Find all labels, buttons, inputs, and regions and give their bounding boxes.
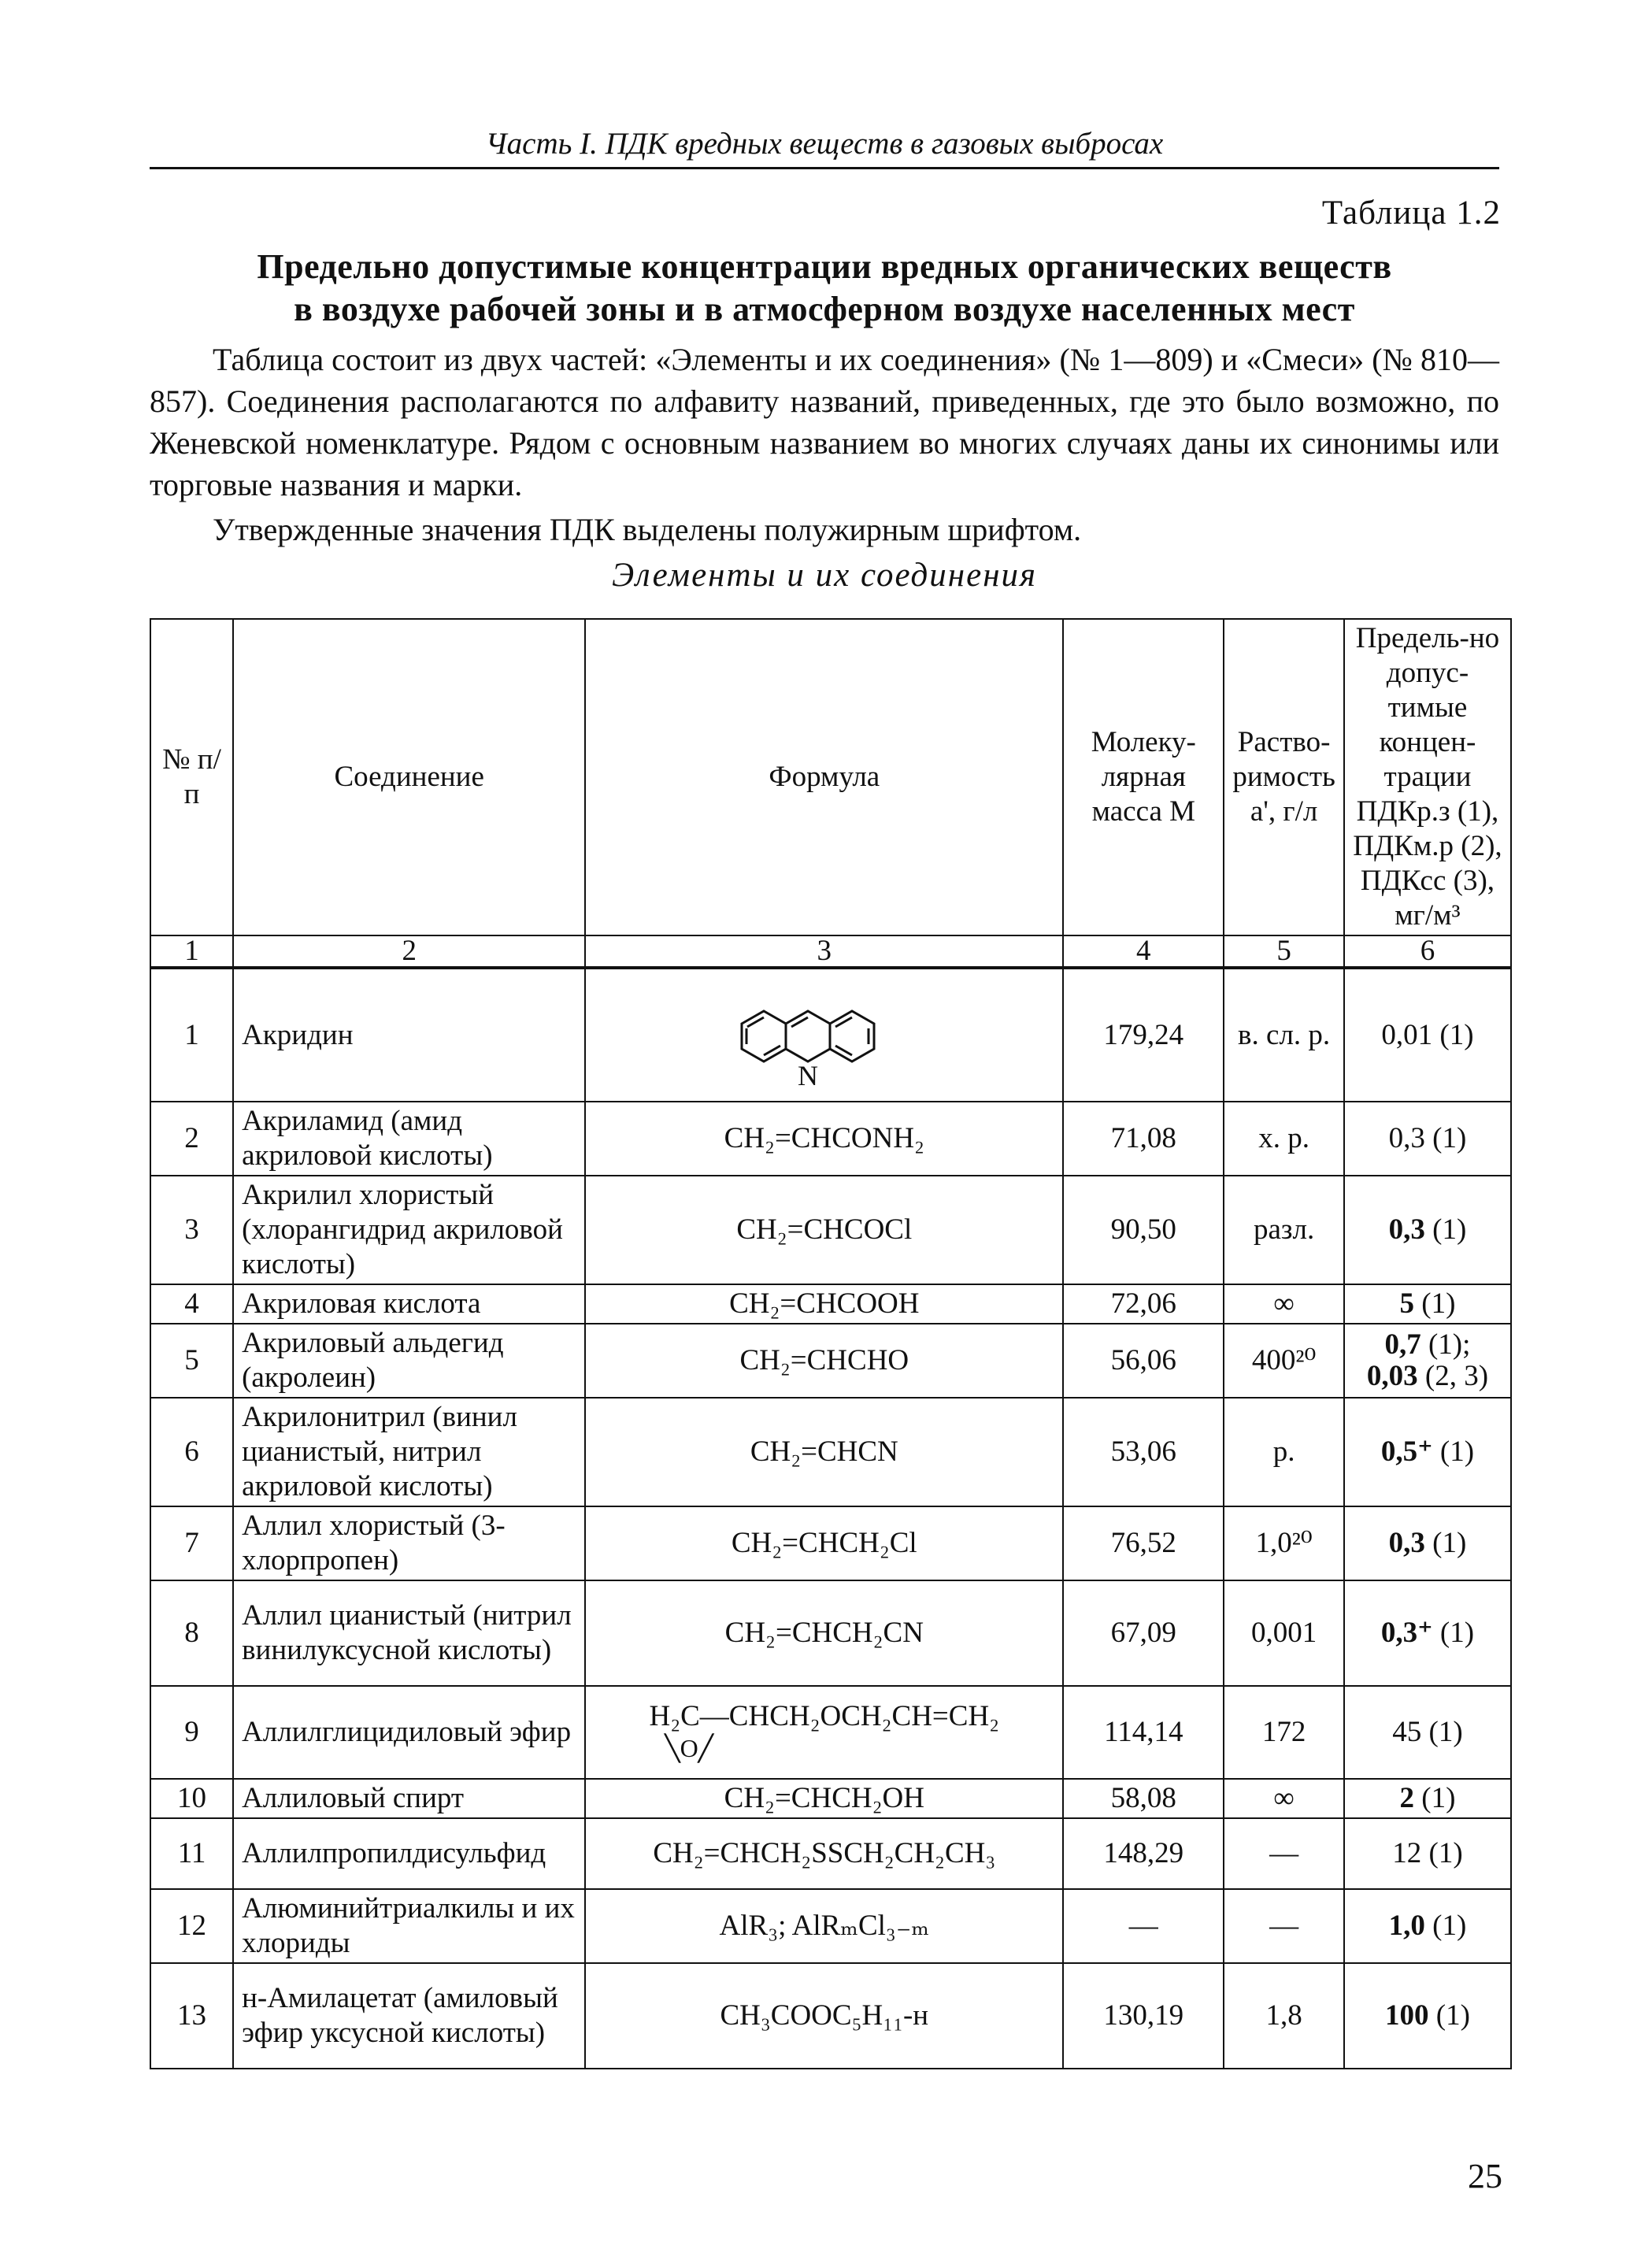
compound-name: Акридин (233, 968, 585, 1102)
solubility: х. р. (1224, 1102, 1344, 1176)
pdk-rest: (1) (1432, 1436, 1475, 1468)
compound-name: Аллил хлористый (3-хлорпропен) (233, 1506, 585, 1580)
solubility: 1,8 (1224, 1963, 1344, 2069)
pdk-value (1344, 1779, 1511, 1818)
table-header-row (150, 619, 1511, 935)
row-number: 12 (150, 1889, 233, 1963)
molecular-mass: 90,50 (1063, 1176, 1224, 1284)
table-row (150, 1102, 1511, 1176)
header-mass: Молеку-лярная масса M (1063, 619, 1224, 935)
solubility: — (1224, 1818, 1344, 1889)
table-row (150, 1818, 1511, 1889)
pdk-bold: 0,3 (1388, 1527, 1425, 1559)
pdk-rest: (1) (1424, 1527, 1467, 1559)
pdk-bold: 0,3⁺ (1380, 1617, 1433, 1649)
table-title-line: Предельно допустимые концентрации вредных органических веществ (257, 247, 1392, 286)
column-number: 6 (1344, 935, 1511, 968)
formula: CH₃COOC₅H₁₁-н (585, 1963, 1063, 2069)
solubility: 172 (1224, 1686, 1344, 1779)
solubility: в. сл. р. (1224, 968, 1344, 1102)
pdk-bold: 0,03 (1366, 1360, 1418, 1392)
molecular-mass: 58,08 (1063, 1779, 1224, 1818)
pdk-value (1344, 1580, 1511, 1686)
solubility: — (1224, 1889, 1344, 1963)
pdk-bold: 0,3 (1388, 1213, 1425, 1246)
table-title-line: в воздухе рабочей зоны и в атмосферном воздухе населенных мест (294, 290, 1355, 328)
pdk-table (150, 618, 1512, 2069)
pdk-rest: 0,3 (1) (1388, 1122, 1467, 1154)
formula-epoxide (585, 1686, 1063, 1779)
row-number: 9 (150, 1686, 233, 1779)
pdk-rest: (1); (1420, 1328, 1471, 1361)
formula: CH₂=CHCN (585, 1398, 1063, 1506)
compound-name: Акриламид (амид акриловой кислоты) (233, 1102, 585, 1176)
pdk-value (1344, 1102, 1511, 1176)
molecular-mass: 114,14 (1063, 1686, 1224, 1779)
table-row (150, 1580, 1511, 1686)
formula: AlR₃; AlRₘCl₃₋ₘ (585, 1889, 1063, 1963)
pdk-value (1344, 968, 1511, 1102)
intro-text (150, 339, 1499, 550)
pdk-rest: (1) (1414, 1782, 1456, 1814)
running-head: Часть I. ПДК вредных веществ в газовых выбросах (150, 124, 1499, 169)
solubility: разл. (1224, 1176, 1344, 1284)
column-number: 1 (150, 935, 233, 968)
acridine-nitrogen-label: N (797, 1059, 818, 1091)
pdk-rest: 12 (1) (1392, 1837, 1463, 1869)
formula: CH₂=CHCOCl (585, 1176, 1063, 1284)
row-number: 4 (150, 1284, 233, 1324)
formula: CH₂=CHCH₂SSCH₂CH₂CH₃ (585, 1818, 1063, 1889)
formula: CH₂=CHCONH₂ (585, 1102, 1063, 1176)
molecular-mass: 56,06 (1063, 1324, 1224, 1398)
header-num: № п/п (150, 619, 233, 935)
molecular-mass: 76,52 (1063, 1506, 1224, 1580)
acridine-structure (585, 968, 1063, 1102)
molecular-mass: 72,06 (1063, 1284, 1224, 1324)
pdk-bold: 1,0 (1388, 1910, 1425, 1942)
formula: CH₂=CHCOOH (585, 1284, 1063, 1324)
solubility: р. (1224, 1398, 1344, 1506)
pdk-value (1344, 1963, 1511, 2069)
compound-name: Аллилпропилдисульфид (233, 1818, 585, 1889)
table-title (150, 246, 1499, 331)
molecular-mass: 67,09 (1063, 1580, 1224, 1686)
molecular-mass: 71,08 (1063, 1102, 1224, 1176)
solubility: 400²⁰ (1224, 1324, 1344, 1398)
pdk-rest: (1) (1424, 1213, 1467, 1246)
header-formula: Формула (585, 619, 1063, 935)
compound-name: Акриловая кислота (233, 1284, 585, 1324)
epoxide-oxygen: ╲O╱ (665, 1734, 713, 1762)
formula: CH₂=CHCH₂OH (585, 1779, 1063, 1818)
solubility: 1,0²⁰ (1224, 1506, 1344, 1580)
row-number: 2 (150, 1102, 233, 1176)
table-row (150, 1779, 1511, 1818)
pdk-rest: (2, 3) (1417, 1360, 1489, 1392)
compound-name: Аллилглицидиловый эфир (233, 1686, 585, 1779)
pdk-value (1344, 1284, 1511, 1324)
row-number: 7 (150, 1506, 233, 1580)
pdk-value (1344, 1398, 1511, 1506)
pdk-value (1344, 1686, 1511, 1779)
pdk-rest: 45 (1) (1392, 1716, 1463, 1748)
compound-name: Акрилил хлористый (хлорангидрид акриловой кислоты) (233, 1176, 585, 1284)
table-row (150, 1889, 1511, 1963)
table-row (150, 1324, 1511, 1398)
compound-name: Аллиловый спирт (233, 1779, 585, 1818)
column-number: 4 (1063, 935, 1224, 968)
pdk-value (1344, 1889, 1511, 1963)
pdk-rest: (1) (1414, 1287, 1456, 1320)
pdk-rest: 0,01 (1) (1381, 1018, 1474, 1051)
column-number-row (150, 935, 1511, 968)
solubility: 0,001 (1224, 1580, 1344, 1686)
table-row (150, 1686, 1511, 1779)
column-number: 3 (585, 935, 1063, 968)
compound-name: Акриловый альдегид (акролеин) (233, 1324, 585, 1398)
formula: H₂C—CHCH₂OCH₂CH=CH₂ (649, 1700, 1000, 1732)
table-row (150, 1398, 1511, 1506)
pdk-rest: (1) (1424, 1910, 1467, 1942)
column-number: 2 (233, 935, 585, 968)
header-compound: Соединение (233, 619, 585, 935)
compound-name: Алюминийтриалкилы и их хлориды (233, 1889, 585, 1963)
column-number: 5 (1224, 935, 1344, 968)
pdk-value (1344, 1818, 1511, 1889)
pdk-bold: 100 (1385, 1999, 1429, 2032)
table-row (150, 1284, 1511, 1324)
row-number: 6 (150, 1398, 233, 1506)
row-number: 5 (150, 1324, 233, 1398)
page-number: 25 (1468, 2157, 1502, 2195)
table-row (150, 1963, 1511, 2069)
pdk-bold: 0,5⁺ (1380, 1436, 1433, 1468)
compound-name: н-Амилацетат (амиловый эфир уксусной кислоты) (233, 1963, 585, 2069)
pdk-rest: (1) (1432, 1617, 1475, 1649)
formula: CH₂=CHCH₂Cl (585, 1506, 1063, 1580)
row-number: 3 (150, 1176, 233, 1284)
pdk-rest: (1) (1428, 1999, 1470, 2032)
pdk-bold: 5 (1399, 1287, 1414, 1320)
header-pdk: Предель-но допус-тимые концен-трации ПДКр.з (1), ПДКм.р (2), ПДКсс (3), мг/м³ (1344, 619, 1511, 935)
compound-name: Акрилонитрил (винил цианистый, нитрил акриловой кислоты) (233, 1398, 585, 1506)
molecular-mass: 148,29 (1063, 1818, 1224, 1889)
pdk-bold: 2 (1399, 1782, 1414, 1814)
table-row (150, 1506, 1511, 1580)
pdk-value (1344, 1176, 1511, 1284)
row-number: 11 (150, 1818, 233, 1889)
row-number: 8 (150, 1580, 233, 1686)
section-heading: Элементы и их соединения (611, 557, 1038, 594)
solubility: ∞ (1224, 1284, 1344, 1324)
pdk-value (1344, 1324, 1511, 1398)
molecular-mass: 53,06 (1063, 1398, 1224, 1506)
molecular-mass: — (1063, 1889, 1224, 1963)
pdk-bold: 0,7 (1384, 1328, 1421, 1361)
formula: CH₂=CHCH₂CN (585, 1580, 1063, 1686)
compound-name: Аллил цианистый (нитрил винилуксусной кислоты) (233, 1580, 585, 1686)
acridine-structure-icon (718, 976, 931, 1095)
intro-paragraph: Таблица состоит из двух частей: «Элементы и их соединения» (№ 1—809) и «Смеси» (№ 810—857). Соединения располагаются по алфавиту названий, приведенных, где это было возможно, по Женевской номенклатуре. Рядом с основным названием во многих случаях даны их синонимы или торговые названия и марки. (150, 342, 1499, 502)
table-row (150, 968, 1511, 1102)
formula: CH₂=CHCHO (585, 1324, 1063, 1398)
table-label: Таблица 1.2 (1321, 194, 1501, 232)
row-number: 1 (150, 968, 233, 1102)
pdk-value (1344, 1506, 1511, 1580)
molecular-mass: 179,24 (1063, 968, 1224, 1102)
header-solubility: Раство-римость a', г/л (1224, 619, 1344, 935)
row-number: 13 (150, 1963, 233, 2069)
row-number: 10 (150, 1779, 233, 1818)
table-row (150, 1176, 1511, 1284)
molecular-mass: 130,19 (1063, 1963, 1224, 2069)
intro-paragraph: Утвержденные значения ПДК выделены полужирным шрифтом. (213, 512, 1082, 547)
solubility: ∞ (1224, 1779, 1344, 1818)
